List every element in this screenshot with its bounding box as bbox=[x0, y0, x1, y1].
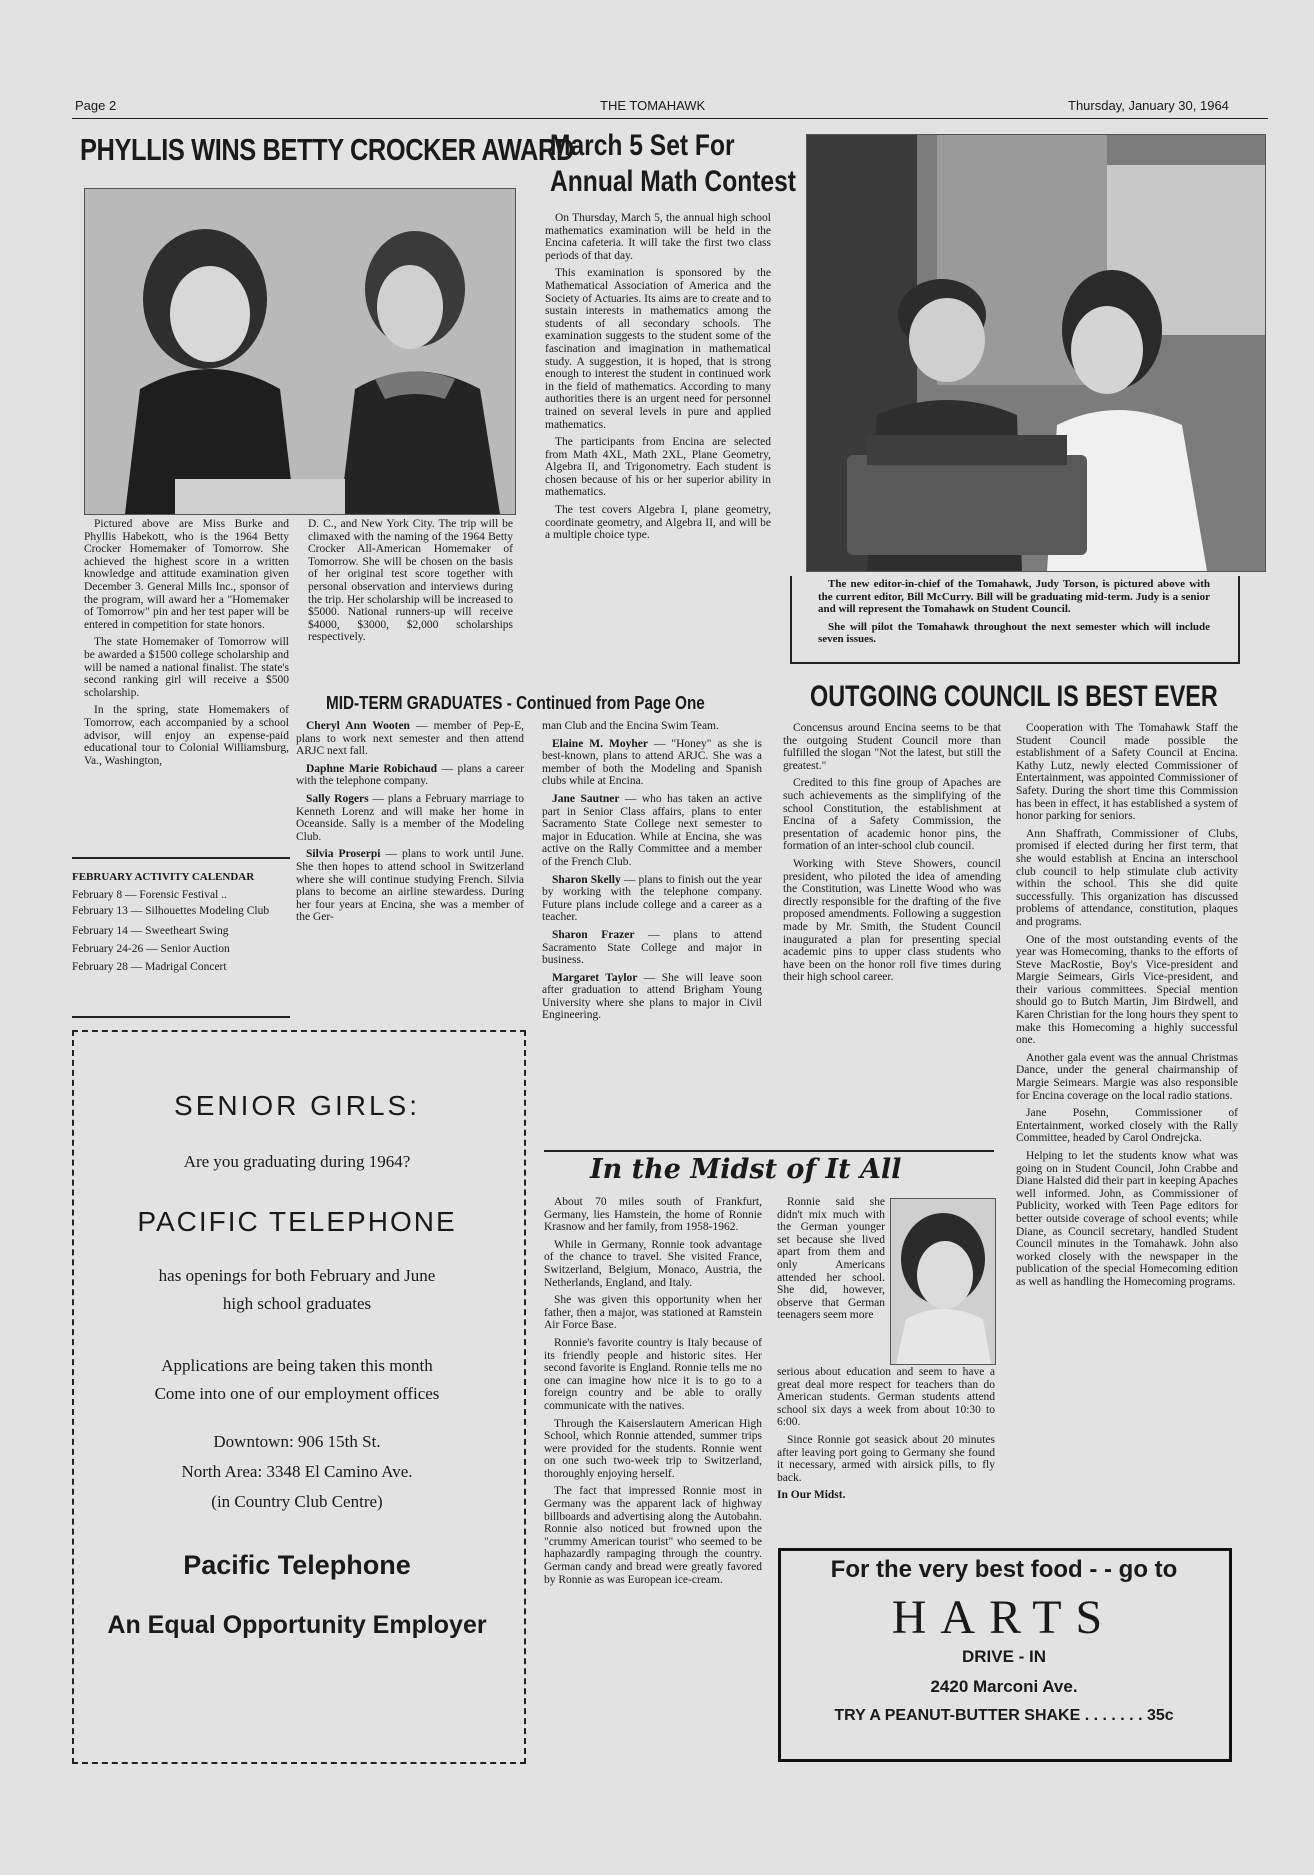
ad-north-area: North Area: 3348 El Camino Ave. bbox=[181, 1462, 413, 1481]
midterm-column-2 bbox=[542, 720, 762, 1027]
ad-company: PACIFIC TELEPHONE bbox=[137, 1206, 457, 1237]
council-para: Concensus around Encina seems to be that the outgoing Student Council more than fulfilled the slogan "Not the latest, but still the greatest." bbox=[783, 722, 1001, 772]
midst-para: Through the Kaiserslautern American High School, which Ronnie attended, summer trips were provided for the students. Ronnie went on one such two-week trip to Switzerland, thoroughly enjoying herself. bbox=[544, 1417, 762, 1480]
council-para: Ann Shaffrath, Commissioner of Clubs, promised if elected during her first term, that she would establish at Encina an interschool club council to help stimulate club activity within the school. This she did quite successfully. This organization has discussed problems of attendance, constitution, plaques and programs. bbox=[1016, 827, 1238, 928]
ronnie-photo bbox=[890, 1198, 996, 1365]
graduate-entry bbox=[542, 738, 762, 788]
graduate-entry bbox=[542, 793, 762, 869]
council-para: Helping to let the students know what was going on in Student Council, John Crabbe and Diane Halsted did their part in keeping Apaches well informed. John, as Commissioner of Publicity, worked with Teen Page editors for better outside coverage of school events; while Diane, as Council secretary, handled Student Council minutes in the Tomahawk. John also worked closely with the newspaper in the publication of the special Homecoming edition as well as handling the Homecoming programs. bbox=[1016, 1150, 1238, 1288]
math-para: The test covers Algebra I, plane geometry, coordinate geometry, and Algebra II, and will be a multiple choice type. bbox=[545, 504, 771, 542]
ad-downtown: Downtown: 906 15th St. bbox=[213, 1432, 381, 1451]
midst-headline: In the Midst of It All bbox=[590, 1154, 902, 1185]
editor-photo bbox=[806, 134, 1266, 572]
midst-column-1 bbox=[544, 1196, 762, 1591]
betty-column-1 bbox=[84, 518, 289, 772]
graduate-name: Silvia Proserpi bbox=[306, 848, 381, 861]
editor-photo-image bbox=[807, 135, 1265, 571]
graduate-entry bbox=[296, 848, 524, 924]
graduate-text: man Club and the Encina Swim Team. bbox=[542, 720, 719, 732]
editor-caption bbox=[818, 578, 1210, 646]
midst-para: Ronnie said she didn't mix much with the German younger set because she lived apart from them and only Americans attended her school. She did, however, observe that German teenagers seem more bbox=[777, 1196, 885, 1322]
graduate-name: Sharon Frazer bbox=[552, 928, 635, 941]
pacific-telephone-ad-text bbox=[74, 1032, 520, 1640]
council-headline: OUTGOING COUNCIL IS BEST EVER bbox=[810, 680, 1218, 713]
betty-para: The state Homemaker of Tomorrow will be awarded a $1500 college scholarship and will be named a national finalist. The state's second ranking girl will receive a $500 scholarship. bbox=[84, 636, 289, 699]
ad-graduating: Are you graduating during 1964? bbox=[183, 1152, 411, 1171]
graduate-name: Sally Rogers bbox=[306, 792, 369, 805]
math-para: This examination is sponsored by the Mathematical Association of America and the Society of Actuaries. Its aims are to create and to sustain interests in mathematics among the students of all secondary schools. The examination suggests to the student some of the fascination and imagination in mathematical study. A suggestion, it is hoped, that is strong enough to interest the student in continued work in the field of mathematics. According to many authorities there is an urgent need for personnel trained on several levels in pure and applied mathematics. bbox=[545, 267, 771, 431]
graduate-entry bbox=[296, 763, 524, 788]
graduate-text: — plans to finish out the year by working with the telephone company. Future plans include college and a career as a teacher. bbox=[542, 873, 763, 924]
graduate-entry bbox=[542, 929, 762, 967]
midst-signoff: In Our Midst. bbox=[777, 1489, 846, 1502]
midst-para: The fact that impressed Ronnie most in Germany was the apparent lack of highway billboards and advertising along the Autobahn. Ronnie also noticed but frowned upon the "crummy American tourist" who seemed to be haphazardly rampaging through the country. German candy and bread were greatly favored by Ronnie as was European ice-cream. bbox=[544, 1485, 762, 1586]
graduate-entry bbox=[542, 874, 762, 924]
graduate-text: — She will leave soon after graduation to attend Brigham Young University where she plans to major in Civil Engineering. bbox=[542, 971, 763, 1022]
harts-name: HARTS bbox=[891, 1591, 1117, 1644]
calendar-item: February 14 — Sweetheart Swing bbox=[72, 925, 229, 937]
calendar-rule-bottom bbox=[72, 1016, 290, 1018]
caption-para: The new editor-in-chief of the Tomahawk, Judy Torson, is pictured above with the current editor, Bill McCurry. Bill will be graduating mid-term. Judy is a senior and will represent the Tomahawk on Student Council. bbox=[818, 578, 1210, 616]
midst-para: She was given this opportunity when her father, then a major, was stationed at Ramstein Air Force Base. bbox=[544, 1294, 762, 1332]
calendar-item: February 13 — Silhouettes Modeling Club bbox=[72, 905, 270, 917]
graduate-name: Elaine M. Moyher bbox=[552, 737, 648, 750]
graduate-text: — plans to work until June. She then hopes to attend school in Switzerland where she will continue studying French. Silvia plans to become an airline stewardess. During her four years at Encina, she was a member of the Ger- bbox=[296, 848, 524, 924]
harts-ad-text bbox=[784, 1554, 1224, 1725]
midst-para: Since Ronnie got seasick about 20 minutes after leaving port going to Germany she found it necessary, armed with airsick pills, to fly back. bbox=[777, 1433, 995, 1484]
calendar-title: FEBRUARY ACTIVITY CALENDAR bbox=[72, 871, 255, 883]
page-number: Page 2 bbox=[75, 98, 117, 113]
math-headline bbox=[550, 128, 796, 200]
council-para: Working with Steve Showers, council president, who piloted the idea of amending the Constitution, was Linette Wood who was directly responsible for the drafting of the five proposed amendments. Following a suggestion made by Mr. Smith, the Student Council inaugurated a plan for presenting special academic pins to upper class students who have been on the honor roll five times during their high school career. bbox=[783, 857, 1001, 984]
betty-column-2 bbox=[308, 518, 513, 649]
council-para: Credited to this fine group of Apaches are such achievements as the simplifying of the school Constitution, the establishment at Encina of a Safety Commission, the presentation of academic honor pins, the formation of an inter-school club council. bbox=[783, 777, 1001, 853]
council-para: One of the most outstanding events of the year was Homecoming, thanks to the efforts of Steve MacRostie, Boy's Vice-president and Margie Seimears, Girls Vice-president, and their various committees. Special mention should go to Butch Martin, Jim Birdwell, and Karen Christian for the long hours they spent to make this Homecoming a highly successful one. bbox=[1016, 933, 1238, 1047]
midst-para: Ronnie's favorite country is Italy because of its friendly people and historic sites. Her second favorite is England. Ronnie tells me no one can imagine how nice it is to go to a foreign country and be able to orally communicate with the natives. bbox=[544, 1336, 762, 1412]
midst-column-2a bbox=[777, 1196, 885, 1327]
graduate-name: Daphne Marie Robichaud bbox=[306, 762, 438, 775]
graduate-text: — plans to attend Sacramento State College and major in business. bbox=[542, 928, 762, 967]
header-rule bbox=[72, 118, 1268, 119]
graduate-text: — member of Pep-E, plans to work next semester and then attend ARJC next fall. bbox=[296, 720, 524, 758]
graduate-entry bbox=[296, 793, 524, 843]
midst-rule bbox=[544, 1150, 994, 1152]
calendar-item: February 8 — Forensic Festival .. bbox=[72, 889, 227, 901]
activity-calendar bbox=[72, 868, 292, 976]
betty-para: In the spring, state Homemakers of Tomorrow, each accompanied by a school advisor, will enjoy an expense-paid educational tour to Colonial Williamsburg, Va., Washington, bbox=[84, 704, 289, 767]
betty-headline: PHYLLIS WINS BETTY CROCKER AWARD bbox=[80, 132, 574, 167]
ad-openings: has openings for both February and June bbox=[158, 1266, 436, 1285]
newspaper-name: THE TOMAHAWK bbox=[600, 98, 706, 113]
ad-applications: Applications are being taken this month bbox=[161, 1356, 433, 1375]
graduate-name: Cheryl Ann Wooten bbox=[306, 720, 410, 732]
graduate-name: Jane Sautner bbox=[552, 792, 620, 805]
ad-senior-girls: SENIOR GIRLS: bbox=[174, 1090, 420, 1121]
council-para: Another gala event was the annual Christmas Dance, under the general chairmanship of Margie Seimears. Margie was also responsible for Encina coverage on the local radio stations. bbox=[1016, 1051, 1238, 1102]
council-para: Jane Posehn, Commissioner of Entertainment, worked closely with the Rally Committee, headed by Carol Ondrejcka. bbox=[1016, 1107, 1238, 1145]
betty-para: Pictured above are Miss Burke and Phyllis Habekott, who is the 1964 Betty Crocker Homemaker of Tomorrow. She achieved the highest score in a written knowledge and attitude examination given December 3. General Mills Inc., sponsor of the program, will award her a "Homemaker of Tomorrow" pin and her test paper will be entered in competition for state honors. bbox=[84, 518, 289, 631]
graduate-name: Sharon Skelly bbox=[552, 873, 621, 886]
calendar-rule-top bbox=[72, 857, 290, 859]
calendar-item: February 24-26 — Senior Auction bbox=[72, 943, 230, 955]
ad-company-signature: Pacific Telephone bbox=[183, 1550, 411, 1580]
harts-drive-in: DRIVE - IN bbox=[961, 1647, 1047, 1666]
math-para: The participants from Encina are selected from Math 4XL, Math 2XL, Plane Geometry, Algebra II, and Trigonometry. Each student is chosen because of his or her superior ability in mathematics. bbox=[545, 436, 771, 499]
council-para: Cooperation with The Tomahawk Staff the Student Council made possible the establishment of a Safety Council at Encina. Kathy Lutz, newly elected Commissioner of Entertainment, was appointed Commissioner of Safety. During the short time this Commission has been in effect, it has established a system of honor parking for seniors. bbox=[1016, 722, 1238, 823]
midst-para: serious about education and seem to have a great deal more respect for teachers than do American students. German students attend school six days a week from about 10:30 to 6:00. bbox=[777, 1366, 995, 1429]
council-column-2 bbox=[1016, 722, 1238, 1294]
council-column-1 bbox=[783, 722, 1001, 989]
ad-graduates: high school graduates bbox=[222, 1294, 372, 1313]
ad-come-in: Come into one of our employment offices bbox=[154, 1384, 440, 1403]
graduate-entry bbox=[542, 720, 762, 733]
math-para: On Thursday, March 5, the annual high school mathematics examination will be held in the Encina cafeteria. It will take the first two class periods of that day. bbox=[545, 212, 771, 262]
midterm-headline: MID-TERM GRADUATES - Continued from Page One bbox=[326, 693, 705, 713]
graduate-text: — who has taken an active part in Senior Class affairs, plans to enter Sacramento State College next semester to major in Education. While at Encina, she was active on the Rally Committee and a member of the French Club. bbox=[542, 792, 762, 868]
calendar-item: February 28 — Madrigal Concert bbox=[72, 961, 227, 973]
graduate-text: — "Honey" as she is best-known, plans to attend ARJC. She was a member of both the Modeling and Spanish clubs while at Encina. bbox=[542, 737, 762, 788]
harts-address: 2420 Marconi Ave. bbox=[930, 1677, 1078, 1696]
graduate-entry bbox=[296, 720, 524, 758]
midst-para: While in Germany, Ronnie took advantage of the chance to travel. She visited France, Switzerland, Belgium, Monaco, Austria, the Netherlands, England, and Italy. bbox=[544, 1238, 762, 1289]
midterm-column-1 bbox=[296, 720, 524, 929]
ronnie-photo-image bbox=[891, 1199, 995, 1364]
award-photo bbox=[84, 188, 516, 515]
midst-para: About 70 miles south of Frankfurt, Germany, lies Hamstein, the home of Ronnie Krasnow and her family, from 1958-1962. bbox=[544, 1196, 762, 1234]
graduate-name: Margaret Taylor bbox=[552, 971, 638, 984]
graduate-text: — plans a February marriage to Kenneth Lorenz and will make her home in Oceanside. Sally is a member of the Modeling Club. bbox=[296, 792, 524, 843]
harts-shake: TRY A PEANUT-BUTTER SHAKE . . . . . . . 35c bbox=[834, 1707, 1174, 1724]
harts-tagline: For the very best food - - go to bbox=[830, 1556, 1178, 1583]
graduate-entry bbox=[542, 972, 762, 1022]
math-headline-line-2: Annual Math Contest bbox=[550, 165, 796, 198]
math-headline-line-1: March 5 Set For bbox=[550, 129, 735, 162]
ad-country-club: (in Country Club Centre) bbox=[211, 1492, 383, 1511]
caption-para: She will pilot the Tomahawk throughout the next semester which will include seven issues. bbox=[818, 620, 1210, 646]
issue-date: Thursday, January 30, 1964 bbox=[1068, 98, 1229, 113]
midst-column-2b bbox=[777, 1366, 995, 1507]
graduate-text: — plans a career with the telephone company. bbox=[296, 762, 524, 788]
betty-para: D. C., and New York City. The trip will be climaxed with the naming of the 1964 Betty Crocker All-American Homemaker of Tomorrow. She will be chosen on the basis of her original test score together with personal observation and interviews during the trip. Her scholarship will be increased to $5000. National runners-up will receive $4000, $3000, $2,000 scholarships respectively. bbox=[308, 518, 513, 644]
math-article bbox=[545, 212, 771, 547]
ad-equal-opportunity: An Equal Opportunity Employer bbox=[107, 1611, 487, 1639]
award-photo-image bbox=[85, 189, 515, 514]
